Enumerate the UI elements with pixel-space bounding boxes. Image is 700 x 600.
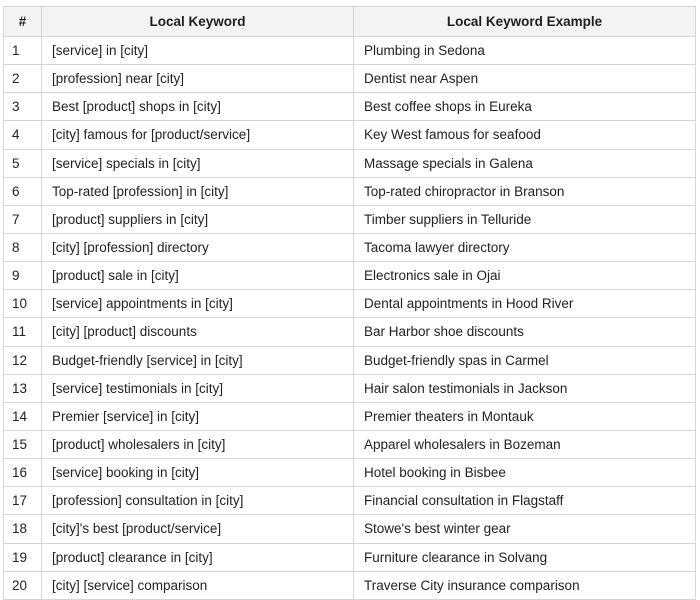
header-number: # [4,7,42,37]
row-number: 18 [4,515,42,543]
row-keyword: [service] specials in [city] [42,149,354,177]
keyword-table [3,6,696,600]
row-example: Financial consultation in Flagstaff [354,487,696,515]
row-number: 13 [4,374,42,402]
row-number: 6 [4,177,42,205]
row-keyword: Premier [service] in [city] [42,402,354,430]
row-example: Best coffee shops in Eureka [354,93,696,121]
table-row [4,487,696,515]
row-number: 4 [4,121,42,149]
table-row [4,262,696,290]
table-row [4,290,696,318]
row-keyword: [service] testimonials in [city] [42,374,354,402]
table-row [4,318,696,346]
row-keyword: [product] sale in [city] [42,262,354,290]
row-keyword: Budget-friendly [service] in [city] [42,346,354,374]
row-example: Traverse City insurance comparison [354,571,696,599]
table-body [4,37,696,600]
row-number: 14 [4,402,42,430]
row-keyword: Best [product] shops in [city] [42,93,354,121]
row-keyword: [city] [profession] directory [42,233,354,261]
row-example: Premier theaters in Montauk [354,402,696,430]
row-example: Dental appointments in Hood River [354,290,696,318]
row-example: Massage specials in Galena [354,149,696,177]
table-row [4,149,696,177]
row-number: 16 [4,459,42,487]
row-keyword: [city] [product] discounts [42,318,354,346]
row-keyword: [product] suppliers in [city] [42,205,354,233]
row-keyword: [city] [service] comparison [42,571,354,599]
table-row [4,205,696,233]
row-example: Hotel booking in Bisbee [354,459,696,487]
row-example: Furniture clearance in Solvang [354,543,696,571]
table-row [4,402,696,430]
row-example: Electronics sale in Ojai [354,262,696,290]
row-keyword: [profession] consultation in [city] [42,487,354,515]
row-example: Timber suppliers in Telluride [354,205,696,233]
row-keyword: [product] clearance in [city] [42,543,354,571]
row-number: 10 [4,290,42,318]
table-row [4,459,696,487]
row-number: 3 [4,93,42,121]
row-example: Hair salon testimonials in Jackson [354,374,696,402]
row-example: Tacoma lawyer directory [354,233,696,261]
table-row [4,93,696,121]
row-example: Plumbing in Sedona [354,37,696,65]
row-keyword: [service] booking in [city] [42,459,354,487]
row-keyword: [city]'s best [product/service] [42,515,354,543]
row-number: 9 [4,262,42,290]
table-row [4,543,696,571]
row-example: Bar Harbor shoe discounts [354,318,696,346]
table-row [4,233,696,261]
table-row [4,346,696,374]
row-number: 7 [4,205,42,233]
row-example: Stowe's best winter gear [354,515,696,543]
row-number: 1 [4,37,42,65]
keyword-table-container [3,6,696,600]
table-row [4,374,696,402]
row-keyword: [product] wholesalers in [city] [42,430,354,458]
row-number: 2 [4,65,42,93]
row-keyword: [profession] near [city] [42,65,354,93]
row-number: 19 [4,543,42,571]
row-example: Budget-friendly spas in Carmel [354,346,696,374]
row-number: 5 [4,149,42,177]
table-row [4,177,696,205]
table-row [4,430,696,458]
header-local-keyword: Local Keyword [42,7,354,37]
row-number: 15 [4,430,42,458]
row-example: Apparel wholesalers in Bozeman [354,430,696,458]
row-number: 17 [4,487,42,515]
row-keyword: [city] famous for [product/service] [42,121,354,149]
row-number: 8 [4,233,42,261]
table-row [4,121,696,149]
table-header-row [4,7,696,37]
row-keyword: Top-rated [profession] in [city] [42,177,354,205]
table-row [4,37,696,65]
table-row [4,515,696,543]
table-row [4,571,696,599]
row-example: Key West famous for seafood [354,121,696,149]
row-number: 12 [4,346,42,374]
row-example: Dentist near Aspen [354,65,696,93]
row-number: 11 [4,318,42,346]
row-number: 20 [4,571,42,599]
table-row [4,65,696,93]
header-local-keyword-example: Local Keyword Example [354,7,696,37]
row-keyword: [service] appointments in [city] [42,290,354,318]
row-keyword: [service] in [city] [42,37,354,65]
row-example: Top-rated chiropractor in Branson [354,177,696,205]
